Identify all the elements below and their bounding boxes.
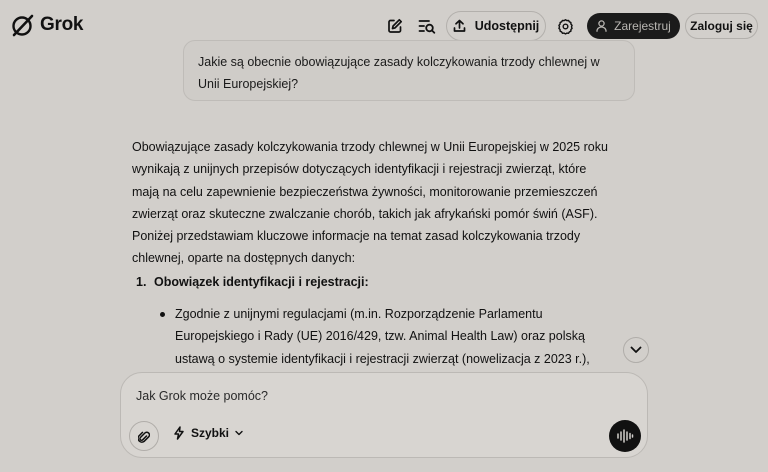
chat-composer[interactable]	[120, 372, 648, 458]
login-label: Zaloguj się	[690, 19, 753, 33]
answer-line: Poniżej przedstawiam kluczowe informacje na temat zasad kolczykowania trzody	[132, 229, 581, 244]
bullet-line: ustawą o systemie identyfikacji i rejestracji zwierząt (nowelizacja z 2023 r.),	[175, 351, 590, 366]
answer-list-heading	[136, 275, 369, 289]
user-icon	[596, 20, 607, 32]
mode-label: Szybki	[191, 426, 230, 440]
login-button[interactable]	[685, 13, 758, 39]
answer-line: zwierząt oraz skuteczne zwalczanie chorób, takich jak afrykański pomór świń (ASF).	[132, 206, 598, 221]
bullet-dot	[160, 312, 165, 317]
voice-waveform-icon	[616, 429, 634, 443]
chevron-down-icon	[235, 430, 243, 436]
register-button[interactable]	[587, 13, 680, 39]
attach-button[interactable]	[129, 421, 159, 451]
scroll-to-bottom-button[interactable]	[623, 337, 649, 363]
answer-line: mają na celu zapewnienie bezpieczeństwa żywności, monitorowanie przemieszczeń	[132, 184, 598, 199]
answer-bullet	[160, 303, 630, 370]
edit-icon	[387, 18, 403, 34]
history-search-button[interactable]	[417, 16, 437, 36]
model-mode-selector[interactable]	[173, 426, 243, 440]
lightning-icon	[173, 426, 185, 440]
settings-icon	[557, 18, 574, 35]
user-message-line: Jakie są obecnie obowiązujące zasady kolczykowania trzody chlewnej w	[198, 55, 600, 69]
paperclip-icon	[138, 429, 150, 444]
bullet-line: Europejskiego i Rady (UE) 2016/429, tzw. Animal Health Law) oraz polską	[175, 329, 585, 344]
grok-logo[interactable]	[10, 12, 83, 38]
grok-logo-icon	[10, 12, 36, 38]
chevron-down-icon	[630, 346, 642, 354]
list-heading-text: Obowiązek identyfikacji i rejestracji:	[154, 275, 369, 289]
answer-line: chlewnej, oparte na dostępnych danych:	[132, 251, 356, 266]
user-message	[183, 40, 635, 101]
list-number: 1.	[136, 275, 147, 289]
answer-line: Obowiązujące zasady kolczykowania trzody chlewnej w Unii Europejskiej w 2025 roku	[132, 140, 608, 154]
share-label: Udostępnij	[474, 19, 540, 33]
user-message-line: Unii Europejskiej?	[198, 77, 299, 91]
new-chat-button[interactable]	[385, 16, 405, 36]
bullet-line: Zgodnie z unijnymi regulacjami (m.in. Rozporządzenie Parlamentu	[175, 307, 543, 321]
app-name: Grok	[40, 14, 84, 35]
answer-line: wynikają z unijnych przepisów dotyczących identyfikacji i rejestracji zwierząt, które	[132, 162, 587, 177]
assistant-answer	[132, 136, 632, 270]
share-button[interactable]	[446, 11, 546, 41]
upload-icon	[453, 19, 466, 33]
settings-button[interactable]	[555, 16, 575, 36]
register-label: Zarejestruj	[614, 19, 671, 33]
message-input[interactable]: Jak Grok może pomóc?	[136, 389, 268, 403]
voice-mode-button[interactable]	[609, 420, 641, 452]
search-history-icon	[418, 18, 436, 34]
